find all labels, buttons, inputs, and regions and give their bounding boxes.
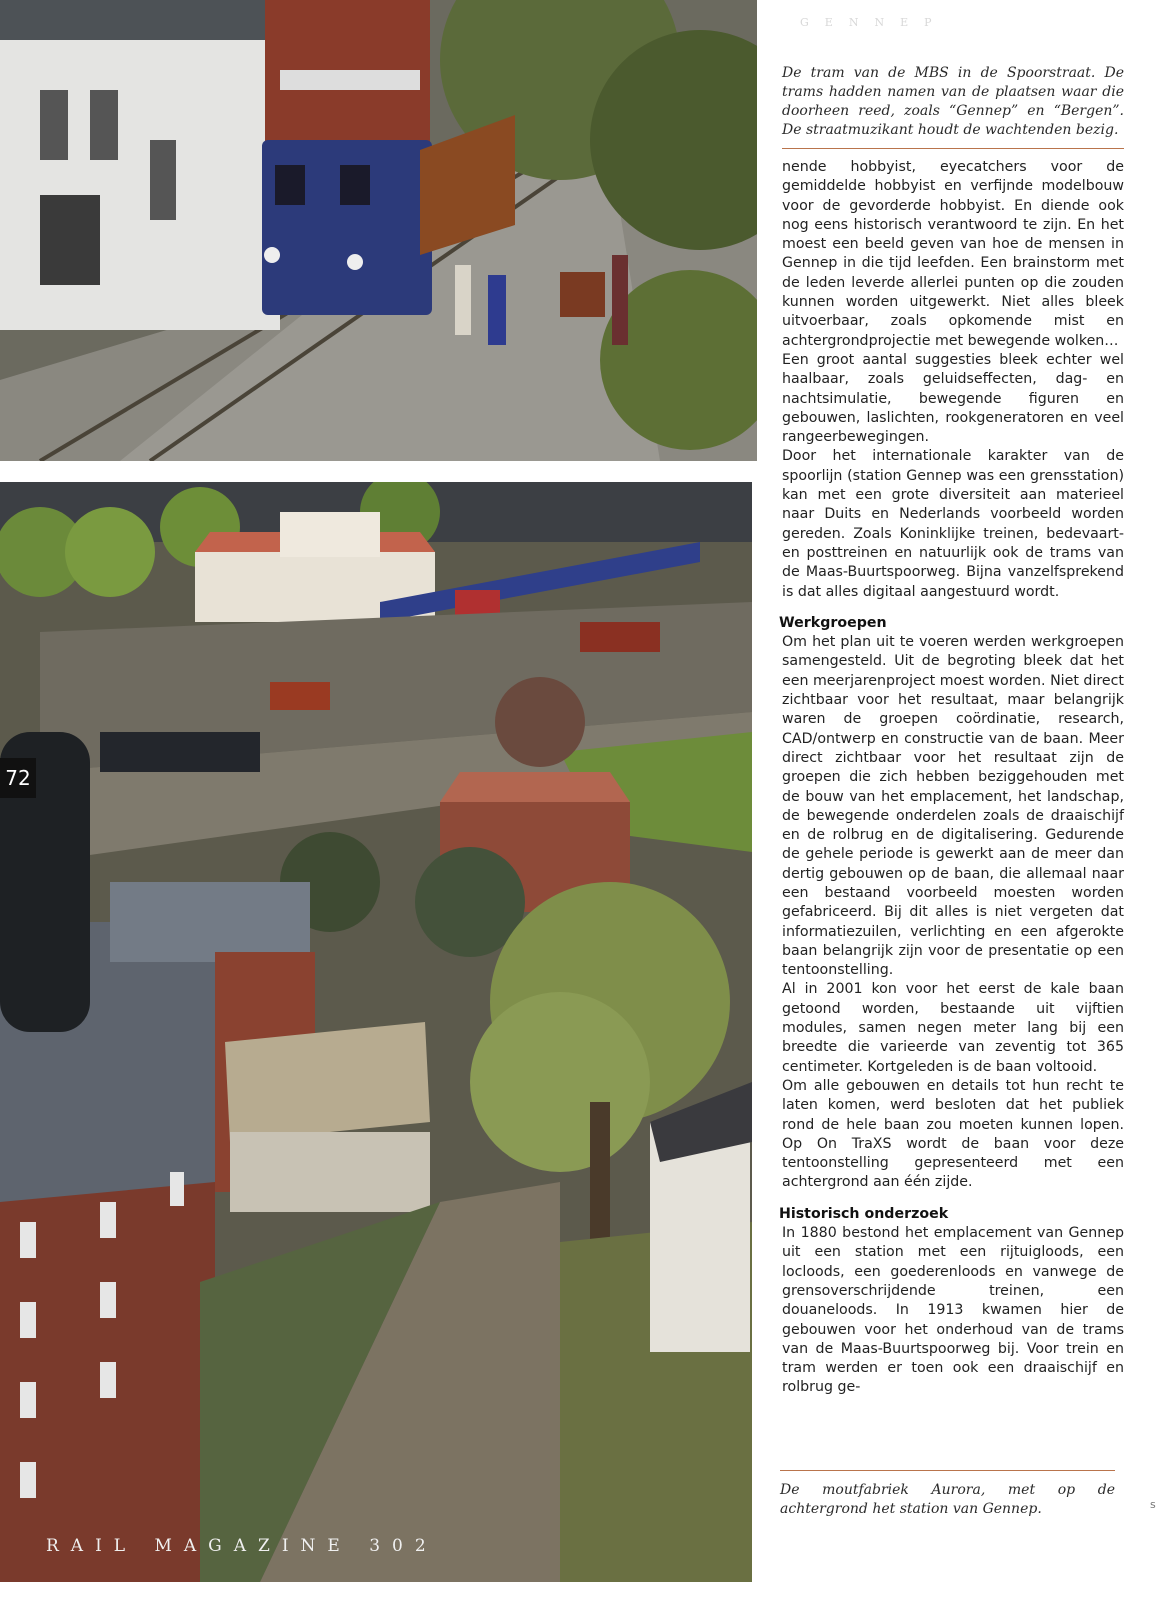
layout-overview-illustration <box>0 482 752 1582</box>
section-heading-werkgroepen: Werkgroepen <box>779 614 887 631</box>
page-number: 72 <box>0 758 36 798</box>
magazine-footer: RAIL MAGAZINE 302 <box>46 1536 438 1556</box>
show-through-header: GENNEP <box>800 16 948 29</box>
body-paragraph: nende hobbyist, eyecatchers voor de gemiddelde hobbyist en verfijnde modelbouw voor de gevorderde hobbyist. En diende ook nog eens historisch verantwoord te zijn. En het moest een beeld geven van hoe de mensen in Gennep in die tijd leefden. Een brainstorm met de leden leverde allerlei punten op die zouden kunnen worden uitgewerkt. Niet alles bleek uitvoerbaar, zoals opkomende mist en achtergrondprojectie met bewegende wolken… <box>782 159 1124 349</box>
edge-mark: s <box>1150 1498 1156 1511</box>
body-paragraph: Een groot aantal suggesties bleek echter wel haalbaar, zoals geluidseffecten, dag- en nachtsimulatie, bewegende figuren en gebouwen, laslichten, rookgeneratoren en veel rangeerbewegingen. <box>782 351 1124 446</box>
body-paragraph: In 1880 bestond het emplacement van Gennep uit een station met een rijtuigloods, een locloods, een goederenloods en vanwege de grensoverschrijdende treinen, een douaneloods. In 1913 kwamen hier de gebouwen voor het onderhoud van de trams van de Maas-Buurtspoorweg bij. Voor trein en tram werden er toen ook een draaischijf en rolbrug ge- <box>782 1225 1124 1396</box>
body-paragraph: Door het internationale karakter van de spoorlijn (station Gennep was een grensstation) kan met een grote diversiteit aan materieel naar Duits en Nederlands voorbeeld worden gereden. Zoals Koninklijke treinen, bedevaart- en posttreinen en natuurlijk ook de trams van de Maas-Buurtspoorweg. Bijna vanzelfsprekend is dat alles digitaal aangestuurd wordt. <box>782 448 1124 600</box>
section-heading-historisch-onderzoek: Historisch onderzoek <box>779 1205 949 1222</box>
caption-bottom: De moutfabriek Aurora, met op de achtergrond het station van Gennep. <box>780 1470 1115 1519</box>
body-paragraph: Om het plan uit te voeren werden werkgroepen samengesteld. Uit de begroting bleek dat het een meerjarenproject moest worden. Niet direct zichtbaar voor het resultaat, maar belangrijk waren de groepen coördinatie, research, CAD/ontwerp en constructie van de baan. Meer direct zichtbaar voor het resultaat zijn de groepen die zich hebben beziggehouden met de bouw van het emplacement, het landschap, de bewegende onderdelen zoals de draaischijf en de rolbrug en de digitalisering. Gedurende de gehele periode is gewerkt aan de meer dan dertig gebouwen op de baan, die allemaal naar een bestaand voorbeeld moesten worden gefabriceerd. Bij dit alles is niet vergeten dat informatiezuilen, verlichting en een afgerokte baan belangrijk zijn voor de presentatie op een tentoonstelling. <box>782 634 1124 979</box>
body-paragraph: Al in 2001 kon voor het eerst de kale baan getoond worden, bestaande uit vijftien modules, samen negen meter lang bij een breedte die varieerde van zeventig tot 365 centimeter. Kortgeleden is de baan voltooid. <box>782 981 1124 1075</box>
body-paragraph: Om alle gebouwen en details tot hun recht te laten komen, werd besloten dat het publiek rond de hele baan zou moeten kunnen lopen. Op On TraXS wordt de baan voor deze tentoonstelling gepresenteerd met een achtergrond aan één zijde. <box>782 1077 1124 1191</box>
tram-scene-illustration <box>0 0 757 461</box>
photo-tram-spoorstraat <box>0 0 757 461</box>
text-column <box>779 64 1124 1398</box>
caption-top: De tram van de MBS in de Spoorstraat. De trams hadden namen van de plaatsen waar die doorheen reed, zoals “Gennep” en “Bergen”. De straatmuzikant houdt de wachtenden bezig. <box>782 64 1124 149</box>
photo-moutfabriek-aurora <box>0 482 752 1582</box>
article-body <box>779 158 1124 1398</box>
